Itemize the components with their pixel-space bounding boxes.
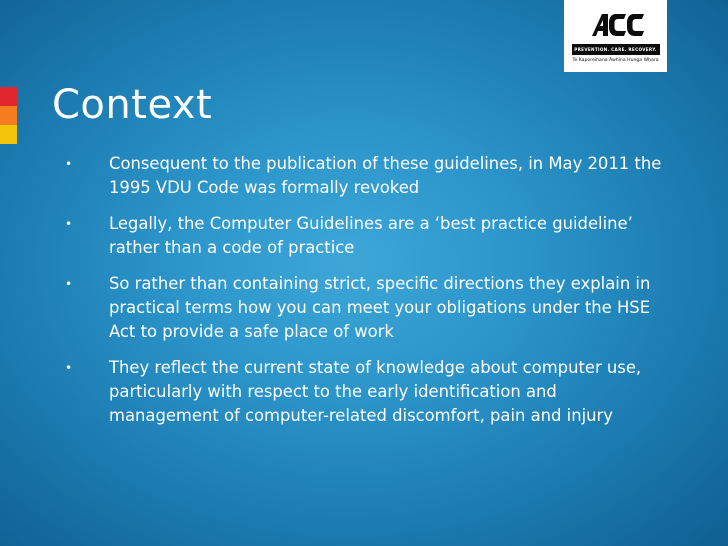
stripe-yellow	[0, 125, 17, 144]
bullet-dot-icon: •	[65, 277, 73, 291]
logo-tagline: PREVENTION. CARE. RECOVERY.	[572, 44, 660, 55]
bullet-list	[62, 152, 662, 440]
bullet-text: They reflect the current state of knowledge about computer use, particularly with respect to the early identification and management of computer-related discomfort, pain and injury	[109, 358, 642, 425]
slide-title: Context	[52, 82, 213, 128]
bullet-dot-icon: •	[65, 361, 73, 375]
stripe-red	[0, 87, 17, 106]
acc-logo	[564, 0, 667, 72]
bullet-dot-icon: •	[65, 157, 73, 171]
logo-maori-name: Te Kaporeihana Āwhina Hunga Whara	[572, 58, 659, 63]
stripe-orange	[0, 106, 17, 125]
bullet-dot-icon: •	[65, 217, 73, 231]
bullet-item	[62, 356, 662, 428]
left-color-stripe	[0, 87, 17, 144]
bullet-text: So rather than containing strict, specific directions they explain in practical terms how you can meet your obligations under the HSE Act to provide a safe place of work	[109, 274, 651, 341]
bullet-text: Consequent to the publication of these guidelines, in May 2011 the 1995 VDU Code was formally revoked	[109, 154, 662, 197]
bullet-item	[62, 272, 662, 344]
bullet-text: Legally, the Computer Guidelines are a ‘best practice guideline’ rather than a code of practice	[109, 214, 633, 257]
bullet-item	[62, 212, 662, 260]
acc-logo-mark-icon	[586, 10, 646, 40]
bullet-item	[62, 152, 662, 200]
